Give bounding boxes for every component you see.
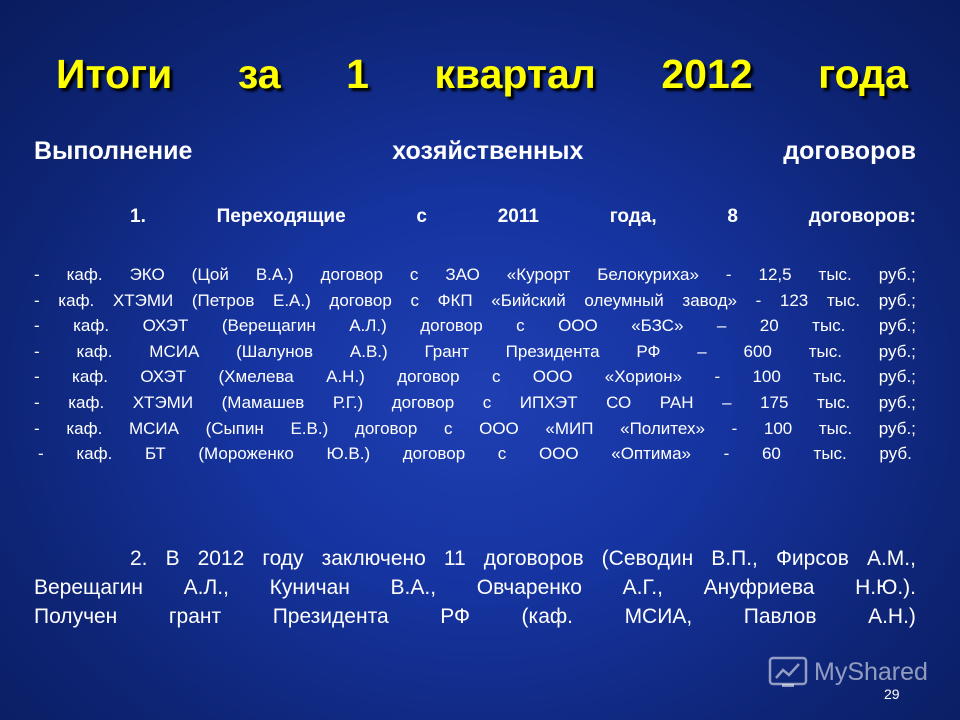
word: ОХЭТ — [140, 367, 187, 387]
word: ООО — [479, 418, 519, 438]
word: 2012 — [197, 547, 245, 570]
word: 8 — [727, 206, 738, 227]
word: с — [516, 316, 525, 336]
word: 175 — [760, 392, 789, 412]
word: Итоги — [56, 51, 173, 97]
word: (Шалунов — [236, 341, 314, 361]
word: - — [723, 444, 730, 464]
word: 2012 — [661, 51, 753, 97]
word: года, — [609, 206, 657, 227]
word: (Верещагин — [221, 316, 316, 336]
word: СО — [606, 392, 632, 412]
word: Получен — [34, 605, 118, 628]
word: ЭКО — [129, 265, 165, 284]
word: с — [410, 290, 419, 310]
word: - — [714, 367, 721, 387]
word: руб. — [879, 444, 912, 464]
word: - — [34, 341, 40, 361]
paragraph-line — [34, 602, 916, 631]
word: - — [34, 290, 40, 310]
word: каф. — [76, 444, 113, 464]
word: тыс. — [826, 290, 861, 310]
word: (Севодин — [601, 547, 694, 570]
word: МСИА — [149, 341, 200, 361]
word: Грант — [424, 341, 469, 361]
watermark — [768, 655, 928, 689]
word: РФ — [636, 341, 661, 361]
word: Куничан — [269, 576, 350, 599]
word: с — [409, 265, 419, 284]
word: каф. — [66, 418, 103, 438]
word: А.Н.) — [868, 605, 916, 628]
word: Выполнение — [34, 137, 193, 165]
word: каф. — [76, 341, 113, 361]
word: ИПХЭТ — [519, 392, 578, 412]
word: каф. — [58, 290, 95, 310]
word: Белокуриха» — [597, 265, 699, 284]
word: с — [491, 367, 501, 387]
word: В — [165, 547, 180, 570]
contract-item — [34, 262, 916, 288]
word: ООО — [558, 316, 598, 336]
word: квартал — [434, 51, 596, 97]
watermark-text: MyShared — [814, 657, 928, 686]
word: ХТЭМИ — [132, 392, 194, 412]
word: руб.; — [878, 290, 916, 310]
word: В.А.) — [255, 265, 294, 284]
word: руб.; — [878, 265, 916, 284]
word: руб.; — [878, 418, 916, 438]
word: А.Л.) — [349, 316, 387, 336]
word: В.А., — [390, 576, 437, 599]
contract-item — [34, 364, 916, 390]
word: А.Н.) — [326, 367, 365, 387]
word: договор — [420, 316, 483, 336]
word: тыс. — [813, 444, 847, 464]
word: 12,5 — [758, 265, 792, 284]
word: (Петров — [191, 290, 255, 310]
word: хозяйственных — [392, 137, 584, 165]
word: с — [497, 444, 507, 464]
word: каф. — [66, 265, 103, 284]
paragraph-line — [34, 573, 916, 602]
word: А.Л., — [183, 576, 229, 599]
word: РФ — [440, 605, 470, 628]
word: договор — [329, 290, 392, 310]
word: года — [818, 51, 908, 97]
contract-item — [34, 288, 916, 314]
word: 2011 — [497, 206, 539, 227]
word: «МИП — [545, 418, 594, 438]
word: грант — [168, 605, 222, 628]
word: Переходящие — [216, 206, 346, 227]
word: руб.; — [878, 341, 916, 361]
word: договор — [354, 418, 418, 438]
word: - — [34, 265, 40, 284]
word: А.Г., — [622, 576, 663, 599]
word: тыс. — [818, 418, 853, 438]
contract-item — [34, 313, 916, 339]
word: тыс. — [817, 392, 851, 412]
word: договоров — [483, 547, 584, 570]
section1-heading — [130, 206, 916, 229]
word: тыс. — [818, 265, 852, 284]
word: с — [416, 206, 427, 227]
word: за — [237, 51, 281, 97]
word: руб.; — [878, 316, 916, 336]
word: 600 — [743, 341, 772, 361]
word: Фирсов — [775, 547, 849, 570]
word: ООО — [538, 444, 579, 464]
word: Е.А.) — [272, 290, 311, 310]
word: БТ — [144, 444, 166, 464]
word: «Политех» — [620, 418, 705, 438]
word: с — [482, 392, 492, 412]
word: каф. — [72, 367, 108, 387]
word: олеумный — [584, 290, 664, 310]
page-number: 29 — [884, 686, 900, 702]
word: 1. — [130, 206, 146, 227]
word: заключено — [321, 547, 426, 570]
word: тыс. — [812, 316, 846, 336]
contract-item — [34, 339, 916, 365]
slide-title — [56, 50, 908, 99]
word: 11 — [443, 547, 466, 570]
word: (каф. — [521, 605, 573, 628]
word: - — [34, 418, 40, 438]
word: - — [725, 265, 732, 284]
word: Верещагин — [34, 576, 143, 599]
word: (Сыпин — [205, 418, 264, 438]
contract-item — [34, 441, 912, 467]
word: договор — [320, 265, 383, 284]
word: руб.; — [878, 392, 916, 412]
myshared-logo-icon — [768, 655, 808, 689]
word: Ануфриева — [703, 576, 815, 599]
word: с — [443, 418, 453, 438]
word: В.П., — [711, 547, 758, 570]
word: - — [34, 367, 40, 387]
word: Павлов — [743, 605, 817, 628]
word: ОХЭТ — [142, 316, 189, 336]
word: А.М., — [866, 547, 916, 570]
paragraph-line — [34, 544, 916, 573]
word: 20 — [759, 316, 779, 336]
word: Ю.В.) — [326, 444, 371, 464]
word: договоров — [783, 137, 916, 165]
word: тыс. — [808, 341, 842, 361]
word: – — [716, 316, 727, 336]
word: каф. — [73, 316, 110, 336]
word: 100 — [763, 418, 793, 438]
word: «Курорт — [506, 265, 571, 284]
word: «Оптима» — [611, 444, 692, 464]
word: году — [262, 547, 304, 570]
word: ФКП — [437, 290, 473, 310]
word: (Мороженко — [198, 444, 294, 464]
slide-subtitle — [34, 136, 916, 166]
word: ООО — [532, 367, 573, 387]
word: Овчаренко — [476, 576, 582, 599]
word: «БЗС» — [631, 316, 684, 336]
word: договор — [391, 392, 455, 412]
word: РАН — [659, 392, 694, 412]
word: (Цой — [191, 265, 229, 284]
word: (Мамашев — [221, 392, 305, 412]
word: ЗАО — [445, 265, 480, 284]
word: тыс. — [813, 367, 847, 387]
word: каф. — [68, 392, 105, 412]
word: МСИА, — [624, 605, 693, 628]
word: – — [722, 392, 732, 412]
word: ХТЭМИ — [112, 290, 174, 310]
contract-list — [34, 262, 916, 467]
word: МСИА — [128, 418, 179, 438]
word: Президента — [272, 605, 389, 628]
word: А.В.) — [349, 341, 388, 361]
word: договор — [397, 367, 460, 387]
word: руб.; — [878, 367, 916, 387]
word: Е.В.) — [290, 418, 329, 438]
word: 60 — [761, 444, 781, 464]
word: договоров: — [808, 206, 916, 227]
word: - — [38, 444, 44, 464]
word: - — [755, 290, 762, 310]
word: (Хмелева — [218, 367, 294, 387]
word: – — [697, 341, 707, 361]
word: - — [731, 418, 738, 438]
word: 123 — [779, 290, 809, 310]
section2-paragraph — [34, 544, 916, 631]
word: Р.Г.) — [332, 392, 364, 412]
contract-item — [34, 390, 916, 416]
word: - — [34, 392, 40, 412]
word: «Хорион» — [604, 367, 683, 387]
word: завод» — [682, 290, 737, 310]
word: 2. — [130, 547, 148, 570]
word: 1 — [346, 51, 369, 97]
word: 100 — [752, 367, 781, 387]
word: Н.Ю.). — [855, 576, 916, 599]
word: - — [34, 316, 40, 336]
word: договор — [402, 444, 466, 464]
contract-item — [34, 416, 916, 442]
word: «Бийский — [491, 290, 566, 310]
word: Президента — [505, 341, 600, 361]
